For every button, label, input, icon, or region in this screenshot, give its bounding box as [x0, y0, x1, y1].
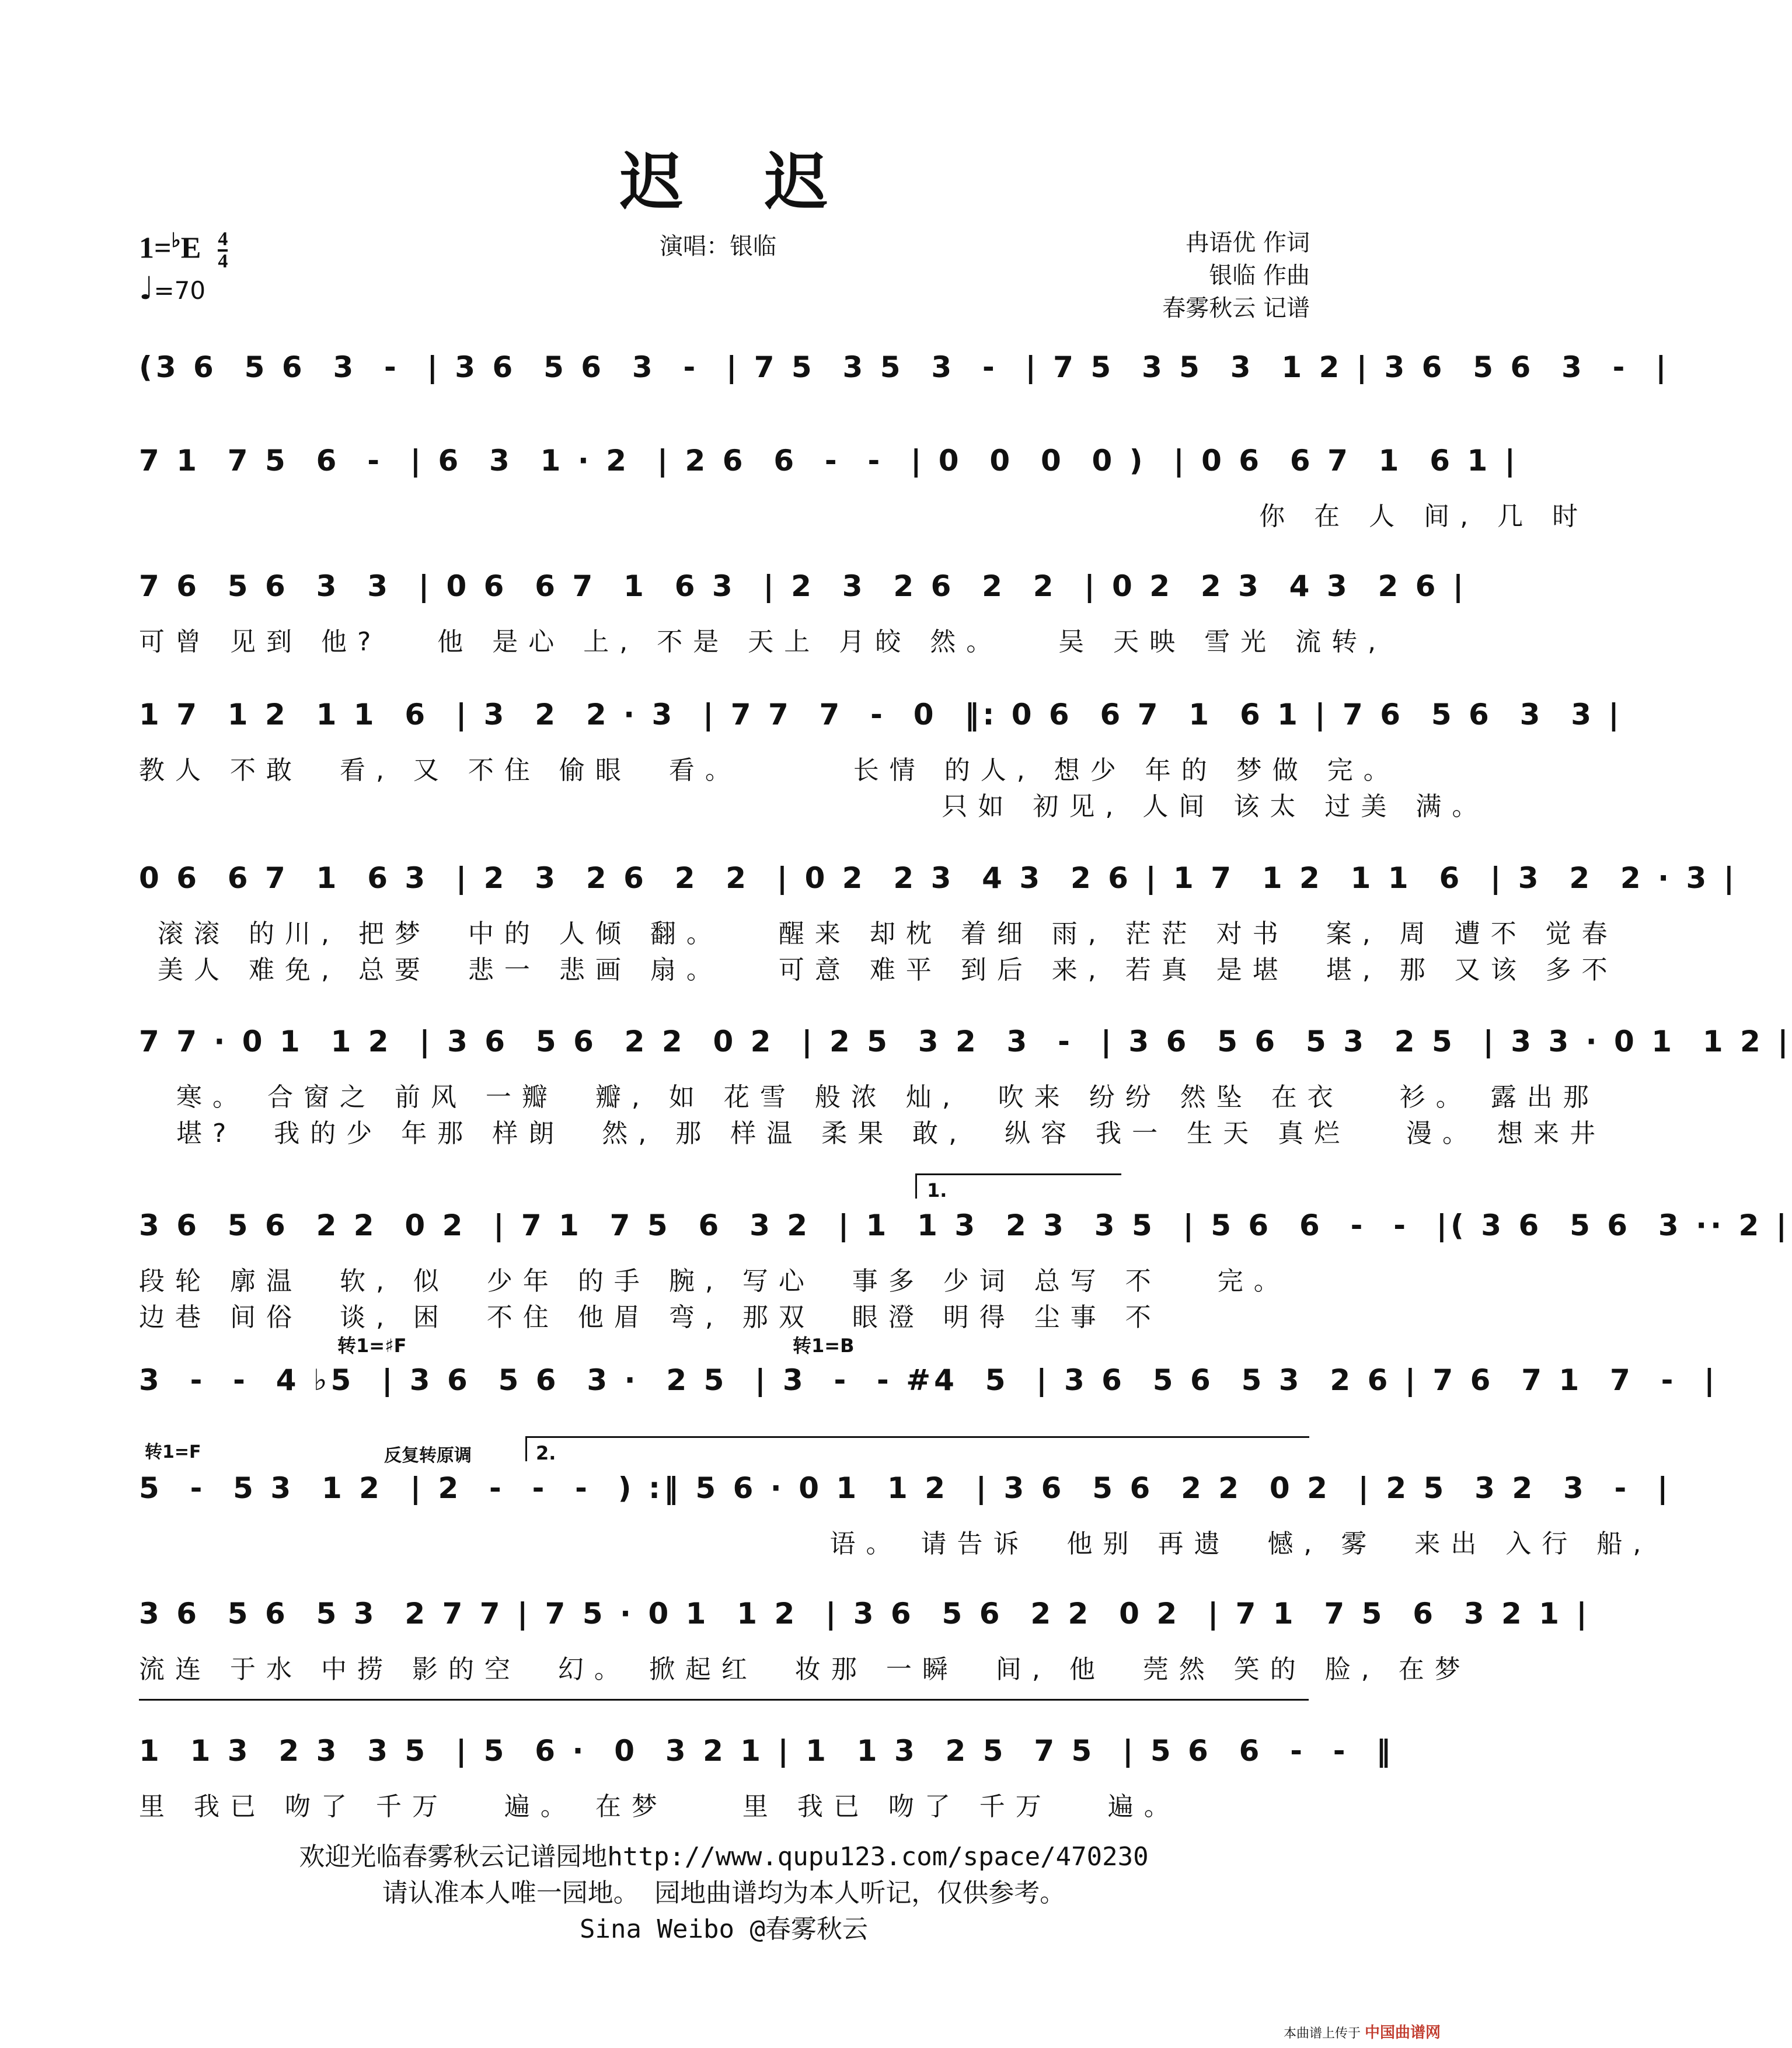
lyric-row: 段轮 廓温 软, 似 少年 的手 腕, 写心 事多 少词 总写 不 完。 — [139, 1266, 1290, 1296]
footer — [0, 1839, 1448, 1948]
footer-line-3: Sina Weibo @春雾秋云 — [580, 1914, 868, 1944]
tempo-mark — [139, 270, 205, 306]
lyric-row: 可曾 见到 他? 他 是心 上, 不是 天上 月皎 然。 吴 天映 雪光 流转, — [139, 627, 1387, 657]
flat-sign: ♭ — [171, 230, 181, 252]
ending-two-label: 2. — [536, 1442, 556, 1464]
footer-line-1: 欢迎光临春雾秋云记谱园地http://www.qupu123.com/space/470230 — [299, 1842, 1149, 1872]
notation-row: 5 - 5 3 1 2 | 2 - - - ) :‖ 5 6 · 0 1 1 2 | 3 6 5 6 2 2 0 2 | 2 5 3 2 3 - | — [139, 1471, 1672, 1505]
quarter-note-icon: ♩ — [139, 270, 154, 306]
singer-credit: 演唱：银临 — [660, 233, 776, 260]
notation-row: 7 1 7 5 6 - | 6 3 1 · 2 | 2 6 6 - - | 0 0 0 0 ) | 0 6 6 7 1 6 1 | — [139, 444, 1519, 478]
notation-row: 3 6 5 6 2 2 0 2 | 7 1 7 5 6 3 2 | 1 1 3 2 3 3 5 | 5 6 6 - - |( 3 6 5 6 3 ·· 2 | — [139, 1208, 1790, 1242]
lyricist-credit: 冉语优 作词 — [1186, 229, 1310, 256]
key-letter: E — [180, 231, 201, 265]
lyric-row: 只如 初见, 人间 该太 过美 满。 — [139, 792, 1488, 821]
lyric-row: 美人 难免, 总要 悲一 悲画 扇。 可意 难平 到后 来, 若真 是堪 堪, 那 又该 多不 — [139, 955, 1618, 985]
meter-bottom: 4 — [218, 250, 228, 273]
lyric-row: 滚滚 的川, 把梦 中的 人倾 翻。 醒来 却枕 着细 雨, 茫茫 对书 案, 周 遭不 觉春 — [139, 919, 1618, 949]
key-prefix: 1= — [139, 231, 172, 265]
credits — [1162, 227, 1310, 325]
tempo-text: =70 — [154, 276, 206, 305]
lyric-row: 语。 请告诉 他别 再遗 憾, 雾 来出 入行 船, — [139, 1529, 1652, 1559]
modulation-f-sharp: 转1=♯F — [337, 1335, 407, 1357]
notation-row: 0 6 6 7 1 6 3 | 2 3 2 6 2 2 | 0 2 2 3 4 3 2 6 | 1 7 1 2 1 1 6 | 3 2 2 · 3 | — [139, 861, 1738, 895]
notation-row: 7 6 5 6 3 3 | 0 6 6 7 1 6 3 | 2 3 2 6 2 2 | 0 2 2 3 4 3 2 6 | — [139, 569, 1467, 603]
slur-line — [139, 1699, 1309, 1724]
notation-row: 7 7 · 0 1 1 2 | 3 6 5 6 2 2 0 2 | 2 5 3 2 3 - | 3 6 5 6 5 3 2 5 | 3 3 · 0 1 1 2 | — [139, 1025, 1792, 1058]
transcriber-credit: 春雾秋云 记谱 — [1162, 295, 1310, 322]
lyric-row: 堪? 我的少 年那 样朗 然, 那 样温 柔果 敢, 纵容 我一 生天 真烂 漫。 想来井 — [139, 1119, 1606, 1148]
notation-row: 1 7 1 2 1 1 6 | 3 2 2 · 3 | 7 7 7 - 0 ‖: 0 6 6 7 1 6 1 | 7 6 5 6 3 3 | — [139, 698, 1623, 732]
time-signature — [218, 229, 228, 271]
notation-row: (3 6 5 6 3 - | 3 6 5 6 3 - | 7 5 3 5 3 - | 7 5 3 5 3 1 2 | 3 6 5 6 3 - | — [139, 350, 1670, 384]
modulation-b: 转1=B — [793, 1335, 855, 1357]
ending-one-label: 1. — [927, 1179, 947, 1201]
ending-two-bracket — [525, 1436, 1309, 1461]
lyric-row: 寒。 合窗之 前风 一瓣 瓣, 如 花雪 般浓 灿, 吹来 纷纷 然坠 在衣 衫。 露出那 — [139, 1082, 1599, 1112]
notation-row: 1 1 3 2 3 3 5 | 5 6 · 0 3 2 1 | 1 1 3 2 5 7 5 | 5 6 6 - - ‖ — [139, 1734, 1394, 1768]
lyric-row: 教人 不敢 看, 又 不住 偷眼 看。 长情 的人, 想少 年的 梦做 完。 — [139, 755, 1400, 785]
lyric-row: 你 在 人 间, 几 时 — [139, 501, 1589, 531]
page-title: 迟迟 — [619, 145, 909, 219]
badge-prefix: 本曲谱上传于 — [1283, 2026, 1361, 2041]
lyric-row: 流连 于水 中捞 影的空 幻。 掀起红 妆那 一瞬 间, 他 莞然 笑的 脸, 在梦 — [139, 1655, 1471, 1684]
notation-row: 3 6 5 6 5 3 2 7 7 | 7 5 · 0 1 1 2 | 3 6 5 6 2 2 0 2 | 7 1 7 5 6 3 2 1 | — [139, 1597, 1591, 1631]
footer-line-2: 请认准本人唯一园地。 园地曲谱均为本人听记，仅供参考。 — [382, 1878, 1066, 1908]
lyric-row: 里 我已 吻了 千万 遍。 在梦 里 我已 吻了 千万 遍。 — [139, 1792, 1180, 1821]
ending-one-bracket — [915, 1173, 1121, 1199]
meter-top: 4 — [218, 229, 228, 252]
repeat-note: 反复转原调 — [384, 1446, 472, 1466]
key-signature — [139, 229, 228, 271]
modulation-f: 转1=F — [145, 1442, 201, 1462]
site-badge — [1284, 2021, 1441, 2042]
notation-row: 3 - - 4 ♭5 | 3 6 5 6 3 · 2 5 | 3 - - #4 5 | 3 6 5 6 5 3 2 6 | 7 6 7 1 7 - | — [139, 1363, 1718, 1397]
lyric-row: 边巷 间俗 谈, 困 不住 他眉 弯, 那双 眼澄 明得 尘事 不 — [139, 1302, 1162, 1332]
badge-site: 中国曲谱网 — [1364, 2024, 1441, 2042]
composer-credit: 银临 作曲 — [1209, 262, 1310, 289]
